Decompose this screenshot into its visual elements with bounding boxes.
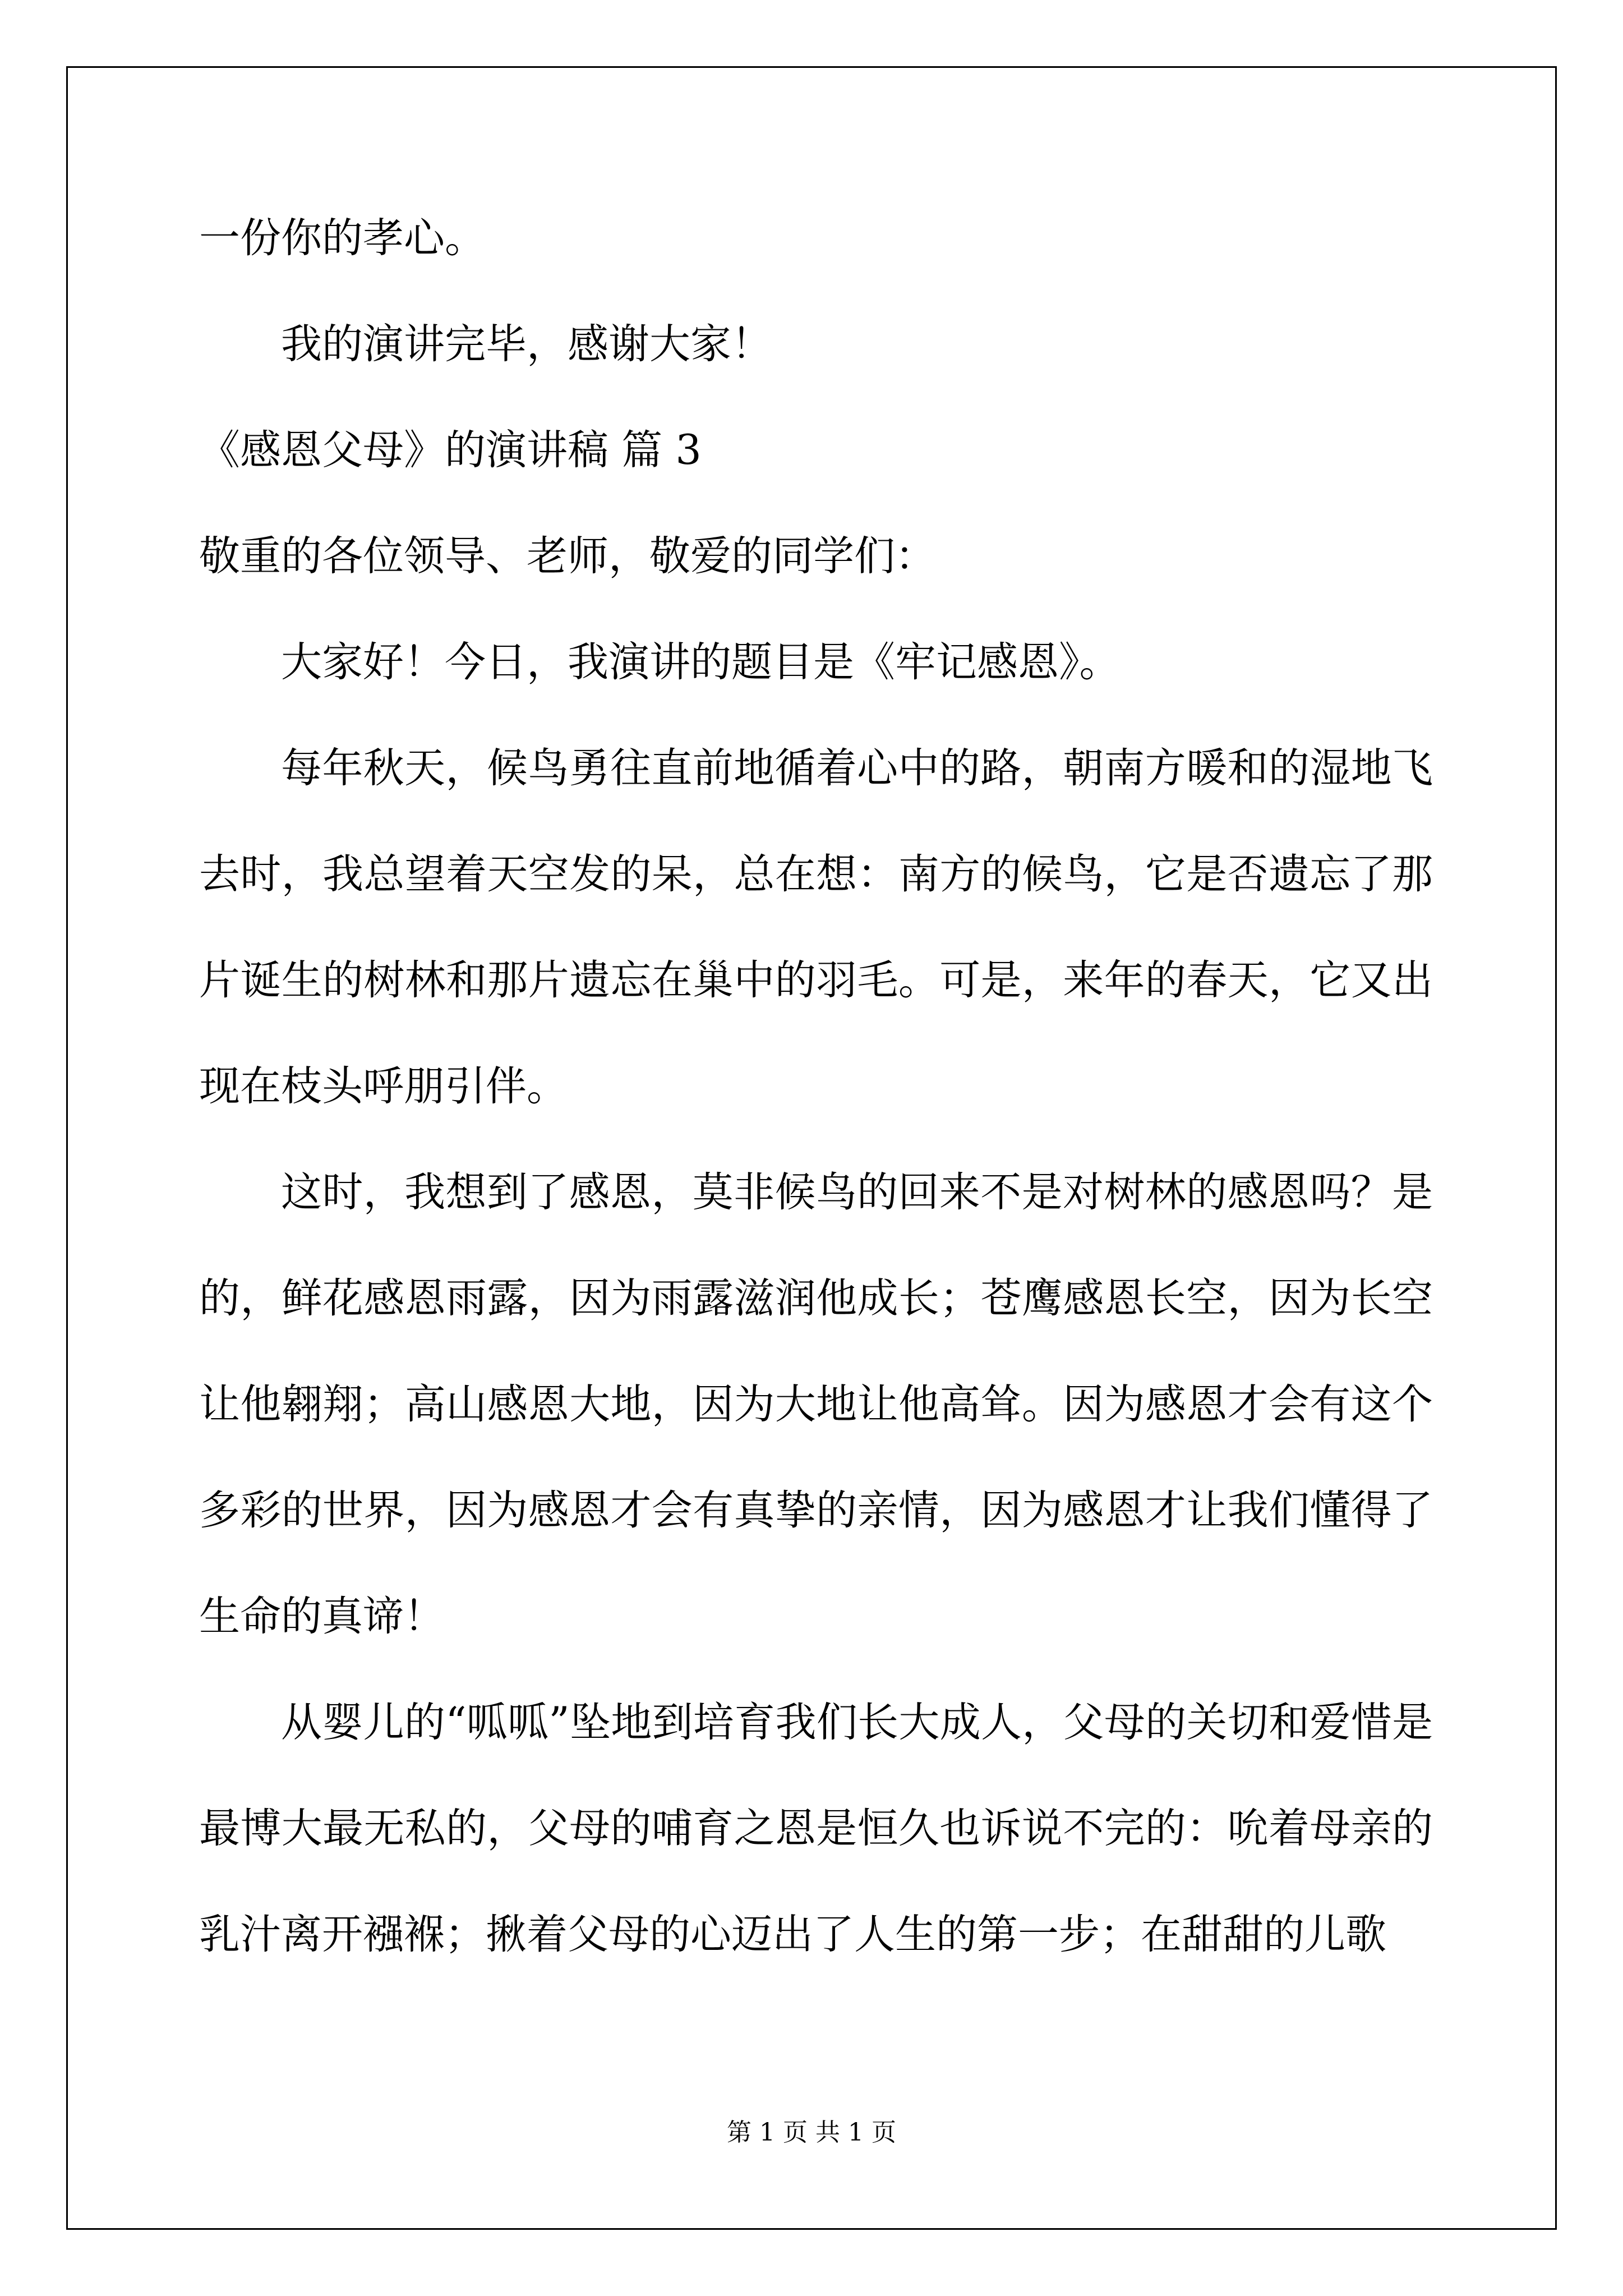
- paragraph-greeting: 大家好！今日，我演讲的题目是《牢记感恩》。: [281, 638, 1121, 686]
- page-footer: 第 1 页 共 1 页: [727, 2118, 896, 2147]
- paragraph-gratitude: 这时，我想到了感恩，莫非候鸟的回来不是对树林的感恩吗？是的，鲜花感恩雨露，因为雨露滋润他成长；苍鹰感恩长空，因为长空让他翱翔；高山感恩大地，因为大地让他高耸。因为感恩才会有这个多彩的世界，因为感恩才会有真挚的亲情，因为感恩才让我们懂得了生命的真谛！: [199, 1168, 1433, 1640]
- paragraph-parents: 从婴儿的“呱呱”坠地到培育我们长大成人，父母的关切和爱惜是最博大最无私的，父母的哺育之恩是恒久也诉说不完的：吮着母亲的乳汁离开襁褓；揪着父母的心迈出了人生的第一步；在甜甜的儿歌: [199, 1699, 1433, 1958]
- section-heading: 《感恩父母》的演讲稿 篇 3: [199, 426, 702, 474]
- paragraph-migratory-birds: 每年秋天，候鸟勇往直前地循着心中的路，朝南方暖和的湿地飞去时，我总望着天空发的呆，总在想：南方的候鸟，它是否遗忘了那片诞生的树林和那片遗忘在巢中的羽毛。可是，来年的春天，它又出现在枝头呼朋引伴。: [199, 744, 1433, 1110]
- salutation: 敬重的各位领导、老师，敬爱的同学们：: [199, 532, 936, 580]
- document-body: [199, 185, 1433, 1987]
- paragraph-1: 一份你的孝心。: [199, 214, 486, 262]
- paragraph-2: 我的演讲完毕，感谢大家！: [281, 320, 772, 368]
